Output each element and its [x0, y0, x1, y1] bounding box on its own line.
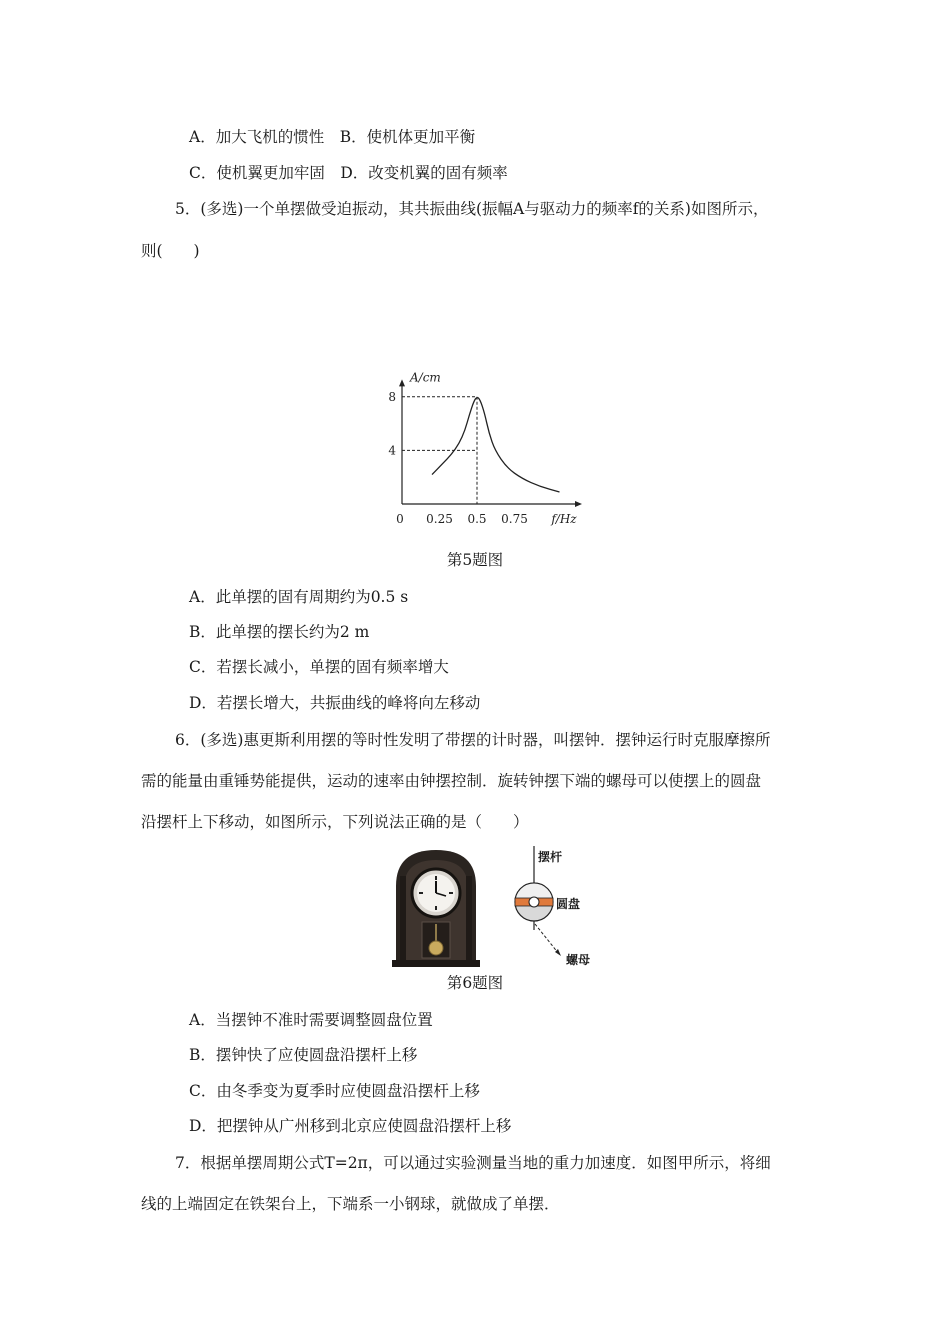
- q6-stem-line2: 需的能量由重锤势能提供，运动的速率由钟摆控制．旋转钟摆下端的螺母可以使摆上的圆盘: [141, 772, 762, 790]
- pendulum-clock-image: [390, 846, 482, 968]
- y-axis-arrow: [399, 379, 405, 386]
- q5-option-c[interactable]: C．若摆长减小，单摆的固有频率增大: [189, 658, 449, 676]
- pendulum-diagram: [505, 846, 605, 970]
- q5-option-a[interactable]: A．此单摆的固有周期约为0.5 s: [189, 588, 409, 606]
- q5-stem-line1: 5．(多选)一个单摆做受迫振动，其共振曲线(振幅A与驱动力的频率f的关系)如图所示，: [175, 200, 769, 218]
- resonance-curve-series-0: [432, 398, 560, 492]
- y-tick-label: 4: [388, 443, 396, 458]
- q4-options-ab: A．加大飞机的惯性 B．使机体更加平衡: [189, 128, 476, 146]
- q6-stem-line1: 6．(多选)惠更斯利用摆的等时性发明了带摆的计时器，叫摆钟．摆钟运行时克服摩擦所: [175, 731, 771, 749]
- q5-figure-caption: 第5题图: [446, 551, 504, 569]
- q6-option-c[interactable]: C．由冬季变为夏季时应使圆盘沿摆杆上移: [189, 1082, 480, 1100]
- x-tick-label: 0.5: [467, 512, 487, 526]
- q5-stem-line2: 则( ): [141, 242, 200, 260]
- x-axis-label: f/Hz: [551, 512, 577, 526]
- y-tick-label: 8: [388, 389, 396, 404]
- q4-options-cd: C．使机翼更加牢固 D．改变机翼的固有频率: [189, 164, 508, 182]
- x-axis-arrow: [575, 501, 582, 507]
- q6-figure-caption: 第6题图: [446, 974, 504, 992]
- q7-stem-line2: 线的上端固定在铁架台上，下端系一小钢球，就做成了单摆．: [141, 1195, 560, 1213]
- q6-option-b[interactable]: B．摆钟快了应使圆盘沿摆杆上移: [189, 1046, 418, 1064]
- q6-stem-line3: 沿摆杆上下移动，如图所示，下列说法正确的是（ ）: [141, 813, 529, 831]
- q6-option-a[interactable]: A．当摆钟不准时需要调整圆盘位置: [189, 1011, 433, 1029]
- x-tick-label: 0.75: [501, 512, 528, 526]
- pendulum-rod-label: 摆杆: [538, 850, 563, 864]
- q6-option-d[interactable]: D．把摆钟从广州移到北京应使圆盘沿摆杆上移: [189, 1117, 512, 1135]
- y-axis-label: A/cm: [410, 370, 441, 385]
- pendulum-nut-label: 螺母: [566, 953, 591, 967]
- q5-option-d[interactable]: D．若摆长增大，共振曲线的峰将向左移动: [189, 694, 481, 712]
- q5-option-b[interactable]: B．此单摆的摆长约为2 m: [189, 623, 370, 641]
- x-tick-label: 0: [396, 512, 404, 526]
- q7-stem-line1: 7．根据单摆周期公式T=2π，可以通过实验测量当地的重力加速度．如图甲所示，将细: [175, 1154, 771, 1172]
- resonance-curve-chart: [380, 362, 620, 534]
- x-tick-label: 0.25: [426, 512, 453, 526]
- pendulum-disc-label: 圆盘: [556, 897, 581, 911]
- chart-plot-area: [388, 370, 582, 526]
